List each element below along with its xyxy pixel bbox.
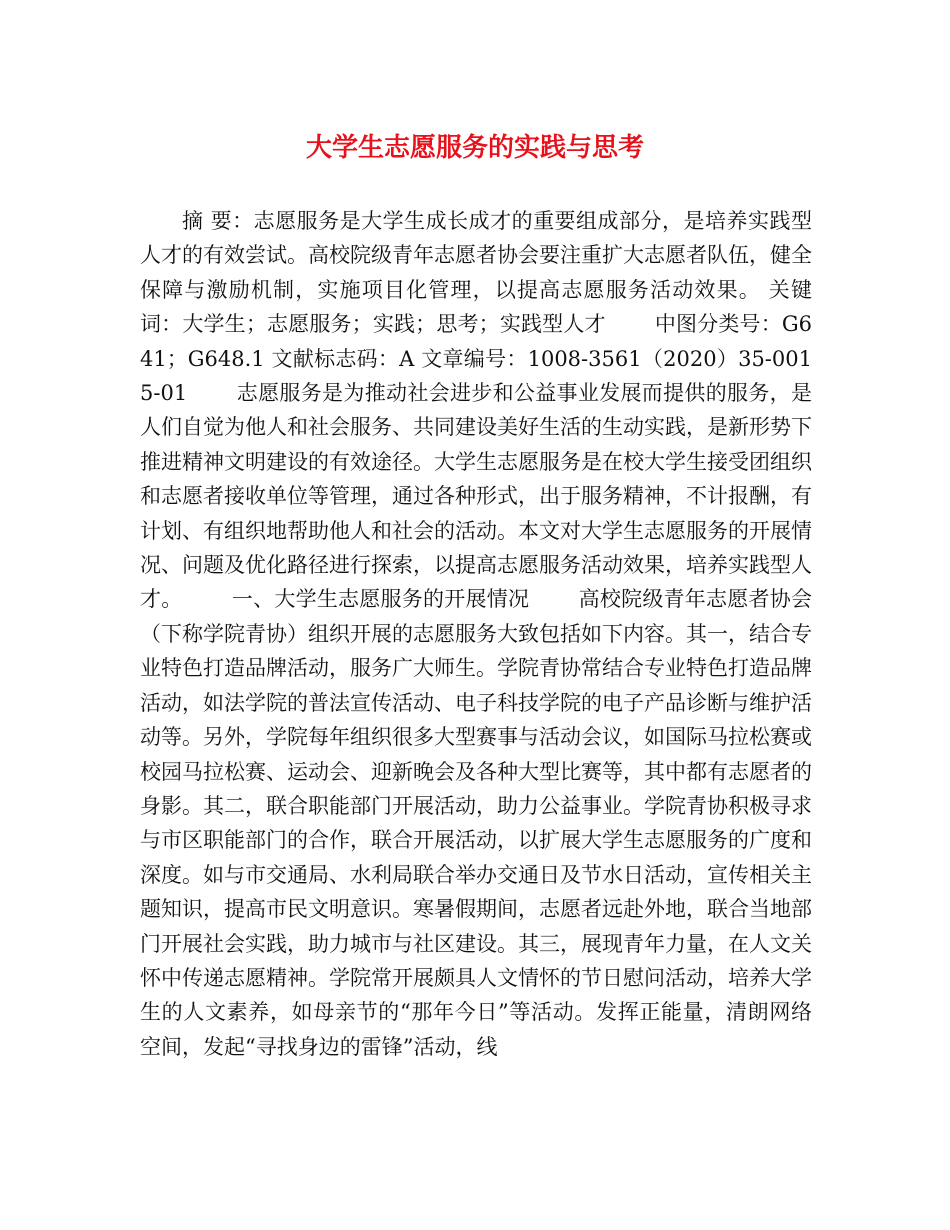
- document-body: 摘 要：志愿服务是大学生成长成才的重要组成部分，是培养实践型人才的有效尝试。高校院级青年志愿者协会要注重扩大志愿者队伍，健全保障与激励机制，实施项目化管理，以提高志愿服务活动效果。 关键词：大学生；志愿服务；实践；思考；实践型人才 中图分类号：G641；G648.1 文献标志码：A 文章编号：1008-3561（2020）35-0015-01 志愿服务是为推动社会进步和公益事业发展而提供的服务，是人们自觉为他人和社会服务、共同建设美好生活的生动实践，是新形势下推进精神文明建设的有效途径。大学生志愿服务是在校大学生接受团组织和志愿者接收单位等管理，通过各种形式，出于服务精神，不计报酬，有计划、有组织地帮助他人和社会的活动。本文对大学生志愿服务的开展情况、问题及优化路径进行探索，以提高志愿服务活动效果，培养实践型人才。 一、大学生志愿服务的开展情况 高校院级青年志愿者协会（下称学院青协）组织开展的志愿服务大致包括如下内容。其一，结合专业特色打造品牌活动，服务广大师生。学院青协常结合专业特色打造品牌活动，如法学院的普法宣传活动、电子科技学院的电子产品诊断与维护活动等。另外，学院每年组织很多大型赛事与活动会议，如国际马拉松赛或校园马拉松赛、运动会、迎新晚会及各种大型比赛等，其中都有志愿者的身影。其二，联合职能部门开展活动，助力公益事业。学院青协积极寻求与市区职能部门的合作，联合开展活动，以扩展大学生志愿服务的广度和深度。如与市交通局、水利局联合举办交通日及节水日活动，宣传相关主题知识，提高市民文明意识。寒暑假期间，志愿者远赴外地，联合当地部门开展社会实践，助力城市与社区建设。其三，展现青年力量，在人文关怀中传递志愿精神。学院常开展颇具人文情怀的节日慰问活动，培养大学生的人文素养，如母亲节的“那年今日”等活动。发挥正能量，清朗网络空间，发起“寻找身边的雷锋”活动，线: [140, 209, 812, 1059]
- document-title: 大学生志愿服务的实践与思考: [305, 133, 644, 163]
